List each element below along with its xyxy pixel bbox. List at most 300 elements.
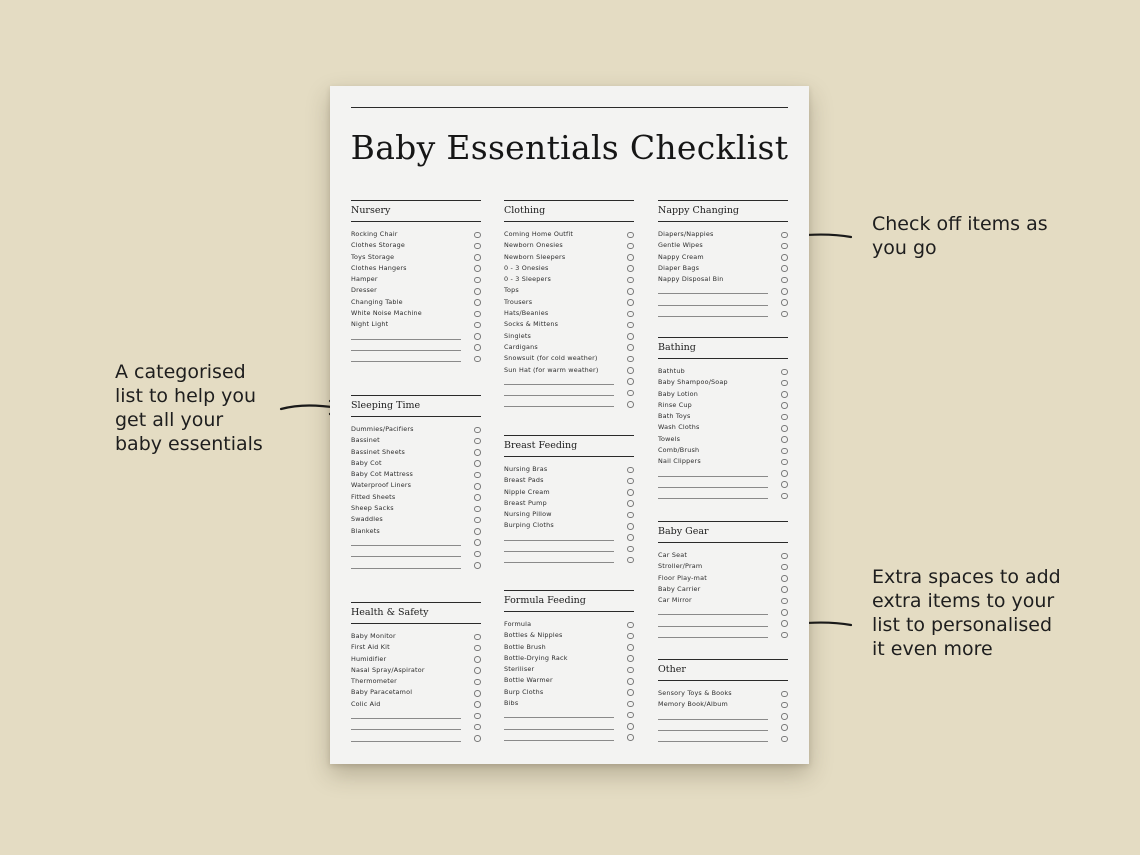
checklist-item — [658, 446, 788, 457]
checkbox-circle-icon[interactable] — [781, 470, 788, 477]
checkbox-circle-icon[interactable] — [474, 667, 481, 674]
checkbox-circle-icon[interactable] — [781, 481, 788, 488]
checkbox-circle-icon[interactable] — [474, 288, 481, 295]
checklist-item-label: 0 - 3 Onesies — [504, 263, 549, 272]
checklist-item-label: Floor Play-mat — [658, 573, 707, 582]
checklist-item — [658, 700, 788, 711]
checkbox-circle-icon[interactable] — [474, 232, 481, 239]
checklist-item-label: Hats/Beanies — [504, 309, 549, 318]
checkbox-circle-icon[interactable] — [781, 402, 788, 409]
checklist-item — [658, 309, 788, 320]
checklist-items — [658, 551, 788, 641]
checkbox-circle-icon[interactable] — [474, 311, 481, 318]
checklist-item-label: Breast Pump — [504, 498, 547, 507]
checklist-item — [658, 712, 788, 723]
checklist-item-label: Burping Cloths — [504, 521, 554, 530]
blank-write-in-line[interactable] — [658, 316, 768, 317]
checklist-items — [504, 465, 634, 567]
checkbox-circle-icon[interactable] — [474, 724, 481, 731]
checkbox-circle-icon[interactable] — [781, 254, 788, 261]
checklist-item-label: Memory Book/Album — [658, 700, 728, 709]
blank-write-in-line[interactable] — [504, 384, 614, 385]
checklist-item-label: Stroller/Pram — [658, 562, 703, 571]
checklist-item-label: Humidifier — [351, 654, 387, 663]
checklist-item-label: Colic Aid — [351, 699, 381, 708]
blank-write-in-line[interactable] — [504, 729, 614, 730]
checklist-item — [504, 544, 634, 555]
checklist-item — [351, 700, 481, 711]
checkbox-circle-icon[interactable] — [781, 620, 788, 627]
checklist-item — [658, 423, 788, 434]
checklist-item — [504, 253, 634, 264]
checklist-item — [351, 425, 481, 436]
checklist-item-label: Swaddles — [351, 515, 383, 524]
section-heading-text: Sleeping Time — [351, 400, 421, 411]
checklist-item — [351, 286, 481, 297]
checklist-item — [658, 619, 788, 630]
section-heading-text: Nappy Changing — [658, 205, 740, 216]
checklist-item-label: Bath Toys — [658, 412, 691, 421]
checkbox-circle-icon[interactable] — [474, 427, 481, 434]
checklist-item-label: Nappy Cream — [658, 252, 704, 261]
checklist-item — [504, 555, 634, 566]
checkbox-circle-icon[interactable] — [474, 254, 481, 261]
checkbox-circle-icon[interactable] — [474, 562, 481, 569]
section-heading-text: Health & Safety — [351, 607, 429, 618]
checklist-item — [658, 378, 788, 389]
top-divider — [351, 107, 788, 108]
blank-write-in-line[interactable] — [351, 339, 461, 340]
checkbox-circle-icon[interactable] — [627, 546, 634, 553]
checklist-item — [504, 298, 634, 309]
checkbox-circle-icon[interactable] — [781, 632, 788, 639]
blank-write-in-line[interactable] — [658, 305, 768, 306]
blank-write-in-line[interactable] — [351, 556, 461, 557]
checklist-item-label: Tops — [504, 286, 519, 295]
checklist-item — [351, 643, 481, 654]
checklist-item — [351, 230, 481, 241]
checklist-item-label: Dresser — [351, 286, 377, 295]
checklist-item-label: Bottle-Drying Rack — [504, 653, 568, 662]
checklist-item — [504, 499, 634, 510]
checklist-item — [658, 607, 788, 618]
section-heading — [658, 200, 788, 222]
checklist-item-label: Steriliser — [504, 665, 535, 674]
checklist-item — [658, 390, 788, 401]
checkbox-circle-icon[interactable] — [474, 494, 481, 501]
checkbox-circle-icon[interactable] — [627, 678, 634, 685]
checklist-item — [351, 666, 481, 677]
checklist-item — [658, 367, 788, 378]
checklist-item-label: Baby Monitor — [351, 632, 396, 640]
blank-write-in-line[interactable] — [658, 614, 768, 615]
checkbox-circle-icon[interactable] — [474, 506, 481, 513]
checklist-item — [351, 481, 481, 492]
checklist-item — [658, 689, 788, 700]
checklist-items — [504, 230, 634, 411]
checklist-item — [504, 510, 634, 521]
checklist-item-label: Nappy Disposal Bin — [658, 275, 724, 284]
checklist-item — [504, 286, 634, 297]
checkbox-circle-icon[interactable] — [627, 655, 634, 662]
section-other — [658, 659, 788, 745]
blank-write-in-line[interactable] — [504, 740, 614, 741]
checklist-item — [658, 491, 788, 502]
section-heading — [658, 659, 788, 681]
checklist-item-label: Snowsuit (for cold weather) — [504, 354, 598, 363]
checklist-item — [658, 275, 788, 286]
checklist-page — [330, 86, 809, 764]
blank-write-in-line[interactable] — [658, 637, 768, 638]
checklist-item-label: Car Seat — [658, 551, 688, 559]
checkbox-circle-icon[interactable] — [781, 391, 788, 398]
blank-write-in-line[interactable] — [351, 350, 461, 351]
checkbox-circle-icon[interactable] — [474, 634, 481, 641]
checklist-item — [504, 377, 634, 388]
checklist-item — [351, 264, 481, 275]
checklist-items — [351, 425, 481, 572]
checklist-item — [351, 241, 481, 252]
checklist-item — [504, 631, 634, 642]
checklist-item — [504, 665, 634, 676]
checklist-item — [658, 574, 788, 585]
checklist-item — [504, 533, 634, 544]
checklist-item — [658, 264, 788, 275]
checkbox-circle-icon[interactable] — [781, 288, 788, 295]
checklist-item — [658, 230, 788, 241]
checklist-item — [351, 561, 481, 572]
checklist-item — [504, 733, 634, 744]
section-heading — [504, 200, 634, 222]
blank-write-in-line[interactable] — [504, 562, 614, 563]
section-heading — [351, 602, 481, 624]
checklist-item — [504, 354, 634, 365]
checkbox-circle-icon[interactable] — [627, 299, 634, 306]
checklist-item — [504, 230, 634, 241]
checkbox-circle-icon[interactable] — [627, 734, 634, 741]
blank-write-in-line[interactable] — [351, 718, 461, 719]
checklist-item-label: Baby Cot — [351, 458, 382, 467]
checkbox-circle-icon[interactable] — [627, 712, 634, 719]
checklist-item — [504, 488, 634, 499]
checklist-item-label: 0 - 3 Sleepers — [504, 275, 551, 284]
checklist-item-label: Clothes Storage — [351, 241, 406, 250]
section-heading-text: Clothing — [504, 205, 546, 216]
section-heading-text: Other — [658, 664, 686, 675]
checklist-item — [504, 465, 634, 476]
checkbox-circle-icon[interactable] — [627, 333, 634, 340]
checklist-item — [658, 298, 788, 309]
checklist-item-label: Breast Pads — [504, 476, 544, 485]
checklist-item — [351, 448, 481, 459]
checklist-item-label: Baby Paracetamol — [351, 688, 413, 697]
checklist-items — [351, 632, 481, 745]
checkbox-circle-icon[interactable] — [627, 254, 634, 261]
checkbox-circle-icon[interactable] — [781, 553, 788, 560]
checkbox-circle-icon[interactable] — [474, 528, 481, 535]
section-heading-text: Breast Feeding — [504, 440, 578, 451]
checklist-item-label: Dummies/Pacifiers — [351, 425, 414, 433]
section-bathing — [658, 337, 788, 503]
checklist-item — [351, 354, 481, 365]
section-breast-feeding — [504, 435, 634, 567]
checklist-item — [504, 366, 634, 377]
checkbox-circle-icon[interactable] — [627, 489, 634, 496]
checkbox-circle-icon[interactable] — [627, 500, 634, 507]
blank-write-in-line[interactable] — [658, 719, 768, 720]
checkbox-circle-icon[interactable] — [474, 483, 481, 490]
checklist-items — [351, 230, 481, 366]
checklist-item — [658, 412, 788, 423]
checklist-item — [658, 401, 788, 412]
checklist-item — [351, 549, 481, 560]
blank-write-in-line[interactable] — [351, 729, 461, 730]
checklist-item-label: Bottles & Nipples — [504, 631, 563, 640]
checkbox-circle-icon[interactable] — [781, 713, 788, 720]
checklist-item — [504, 722, 634, 733]
checkbox-circle-icon[interactable] — [781, 736, 788, 743]
checklist-item-label: Bathtub — [658, 367, 685, 375]
checklist-item — [658, 630, 788, 641]
checkbox-circle-icon[interactable] — [627, 557, 634, 564]
checkbox-circle-icon[interactable] — [781, 299, 788, 306]
page-title: Baby Essentials Checklist — [350, 128, 789, 167]
checklist-item — [351, 722, 481, 733]
checklist-item — [351, 309, 481, 320]
checklist-item — [351, 677, 481, 688]
blank-write-in-line[interactable] — [658, 476, 768, 477]
section-baby-gear — [658, 521, 788, 641]
checklist-item-label: Fitted Sheets — [351, 492, 396, 501]
checkbox-circle-icon[interactable] — [781, 586, 788, 593]
checklist-item — [351, 436, 481, 447]
blank-write-in-line[interactable] — [504, 540, 614, 541]
annotation-extra-spaces: Extra spaces to add extra items to your list to personalised it even more — [872, 566, 1061, 660]
checkbox-circle-icon[interactable] — [627, 701, 634, 708]
blank-write-in-line[interactable] — [351, 545, 461, 546]
blank-write-in-line[interactable] — [504, 395, 614, 396]
checkbox-circle-icon[interactable] — [627, 265, 634, 272]
checklist-item-label: Nasal Spray/Aspirator — [351, 665, 425, 674]
checklist-item-label: Comb/Brush — [658, 446, 700, 455]
checkbox-circle-icon[interactable] — [474, 299, 481, 306]
checklist-item — [504, 710, 634, 721]
section-heading — [658, 521, 788, 543]
checklist-item-label: Baby Lotion — [658, 389, 698, 398]
checklist-item-label: Nipple Cream — [504, 487, 550, 496]
checklist-item — [658, 596, 788, 607]
checklist-item — [351, 343, 481, 354]
checkbox-circle-icon[interactable] — [627, 523, 634, 530]
section-heading-text: Baby Gear — [658, 526, 709, 537]
checkbox-circle-icon[interactable] — [627, 311, 634, 318]
blank-write-in-line[interactable] — [351, 361, 461, 362]
checklist-item — [504, 275, 634, 286]
blank-write-in-line[interactable] — [658, 487, 768, 488]
checkbox-circle-icon[interactable] — [781, 493, 788, 500]
checklist-item-label: Night Light — [351, 320, 389, 329]
checkbox-circle-icon[interactable] — [627, 378, 634, 385]
checkbox-circle-icon[interactable] — [781, 425, 788, 432]
checklist-item — [351, 688, 481, 699]
checklist-item-label: Hamper — [351, 275, 378, 284]
checklist-item-label: Toys Storage — [351, 252, 395, 261]
checklist-item — [504, 399, 634, 410]
checkbox-circle-icon[interactable] — [781, 575, 788, 582]
checklist-item — [658, 286, 788, 297]
checklist-item — [658, 585, 788, 596]
checkbox-circle-icon[interactable] — [627, 689, 634, 696]
blank-write-in-line[interactable] — [658, 741, 768, 742]
checklist-item — [351, 527, 481, 538]
checklist-item — [351, 320, 481, 331]
checkbox-circle-icon[interactable] — [627, 401, 634, 408]
checklist-item — [351, 711, 481, 722]
checklist-item — [351, 470, 481, 481]
section-heading — [351, 395, 481, 417]
checklist-item-label: Blankets — [351, 526, 380, 535]
checkbox-circle-icon[interactable] — [781, 724, 788, 731]
checklist-item-label: Cardigans — [504, 342, 538, 351]
checklist-item — [351, 275, 481, 286]
checklist-item-label: Bibs — [504, 699, 519, 708]
section-formula-feeding — [504, 590, 634, 744]
checkbox-circle-icon[interactable] — [474, 735, 481, 742]
checklist-item-label: White Noise Machine — [351, 309, 422, 318]
checklist-item — [658, 241, 788, 252]
checklist-item-label: Coming Home Outfit — [504, 230, 574, 238]
checkbox-circle-icon[interactable] — [781, 265, 788, 272]
checklist-item — [504, 476, 634, 487]
checklist-item-label: Bassinet — [351, 436, 380, 445]
checkbox-circle-icon[interactable] — [781, 691, 788, 698]
checkbox-circle-icon[interactable] — [627, 232, 634, 239]
blank-write-in-line[interactable] — [658, 293, 768, 294]
checkbox-circle-icon[interactable] — [474, 656, 481, 663]
checklist-item — [351, 493, 481, 504]
checkbox-circle-icon[interactable] — [627, 644, 634, 651]
checklist-item — [504, 676, 634, 687]
checkbox-circle-icon[interactable] — [627, 723, 634, 730]
checkbox-circle-icon[interactable] — [474, 701, 481, 708]
checklist-item — [504, 320, 634, 331]
section-sleeping-time — [351, 395, 481, 572]
checklist-item-label: Trousers — [504, 297, 533, 306]
checklist-item — [658, 435, 788, 446]
checkbox-circle-icon[interactable] — [781, 311, 788, 318]
checklist-items — [504, 620, 634, 744]
checklist-item — [351, 655, 481, 666]
checkbox-circle-icon[interactable] — [781, 232, 788, 239]
checklist-item — [351, 253, 481, 264]
checkbox-circle-icon[interactable] — [474, 333, 481, 340]
checklist-item — [351, 298, 481, 309]
checkbox-circle-icon[interactable] — [474, 690, 481, 697]
section-nursery — [351, 200, 481, 366]
checkbox-circle-icon[interactable] — [781, 609, 788, 616]
checklist-item-label: Gentle Wipes — [658, 241, 703, 250]
section-heading — [351, 200, 481, 222]
checkbox-circle-icon[interactable] — [474, 713, 481, 720]
checklist-item-label: Nail Clippers — [658, 457, 701, 466]
checkbox-circle-icon[interactable] — [781, 369, 788, 376]
blank-write-in-line[interactable] — [504, 551, 614, 552]
blank-write-in-line[interactable] — [504, 717, 614, 718]
checkbox-circle-icon[interactable] — [627, 534, 634, 541]
checkbox-circle-icon[interactable] — [781, 448, 788, 455]
checklist-item-label: Clothes Hangers — [351, 263, 407, 272]
annotation-check-off: Check off items as you go — [872, 213, 1048, 259]
checklist-item — [504, 643, 634, 654]
checkbox-circle-icon[interactable] — [627, 390, 634, 397]
checklist-item-label: Baby Carrier — [658, 584, 701, 593]
checkbox-circle-icon[interactable] — [627, 467, 634, 474]
checklist-item — [351, 332, 481, 343]
checkbox-circle-icon[interactable] — [474, 551, 481, 558]
checklist-item-label: Towels — [658, 434, 681, 443]
checklist-item — [504, 343, 634, 354]
checkbox-circle-icon[interactable] — [474, 539, 481, 546]
checklist-item-label: Baby Shampoo/Soap — [658, 378, 728, 387]
checkbox-circle-icon[interactable] — [474, 356, 481, 363]
checklist-item — [658, 253, 788, 264]
checklist-item — [504, 241, 634, 252]
section-heading-text: Nursery — [351, 205, 391, 216]
checkbox-circle-icon[interactable] — [627, 622, 634, 629]
checklist-item — [504, 654, 634, 665]
blank-write-in-line[interactable] — [658, 626, 768, 627]
blank-write-in-line[interactable] — [351, 741, 461, 742]
blank-write-in-line[interactable] — [504, 406, 614, 407]
checklist-item-label: Wash Cloths — [658, 423, 700, 432]
checklist-item-label: Formula — [504, 620, 532, 628]
checkbox-circle-icon[interactable] — [474, 449, 481, 456]
checkbox-circle-icon[interactable] — [627, 288, 634, 295]
checklist-item-label: Changing Table — [351, 297, 403, 306]
section-heading — [504, 435, 634, 457]
checklist-item — [504, 620, 634, 631]
checkbox-circle-icon[interactable] — [474, 460, 481, 467]
section-clothing — [504, 200, 634, 411]
checklist-item-label: Bottle Brush — [504, 642, 546, 651]
checklist-item — [658, 551, 788, 562]
blank-write-in-line[interactable] — [658, 730, 768, 731]
checklist-item — [351, 515, 481, 526]
checkbox-circle-icon[interactable] — [781, 436, 788, 443]
checklist-item-label: Diaper Bags — [658, 263, 700, 272]
checkbox-circle-icon[interactable] — [627, 344, 634, 351]
checkbox-circle-icon[interactable] — [627, 367, 634, 374]
checkbox-circle-icon[interactable] — [474, 344, 481, 351]
checklist-item-label: Nursing Bras — [504, 465, 548, 473]
checklist-item — [658, 457, 788, 468]
checklist-item — [504, 388, 634, 399]
checklist-item — [504, 688, 634, 699]
checklist-item-label: Car Mirror — [658, 596, 692, 605]
checklist-item — [658, 734, 788, 745]
checklist-item-label: Sun Hat (for warm weather) — [504, 365, 599, 374]
checklist-item-label: Rocking Chair — [351, 230, 398, 238]
checklist-item-label: Rinse Cup — [658, 400, 692, 409]
checklist-item-label: Nursing Pillow — [504, 510, 552, 519]
blank-write-in-line[interactable] — [351, 568, 461, 569]
checklist-item-label: Socks & Mittens — [504, 320, 559, 329]
checklist-item — [658, 723, 788, 734]
blank-write-in-line[interactable] — [658, 498, 768, 499]
checklist-item-label: Sheep Sacks — [351, 504, 394, 513]
section-heading-text: Bathing — [658, 342, 696, 353]
checkbox-circle-icon[interactable] — [474, 265, 481, 272]
